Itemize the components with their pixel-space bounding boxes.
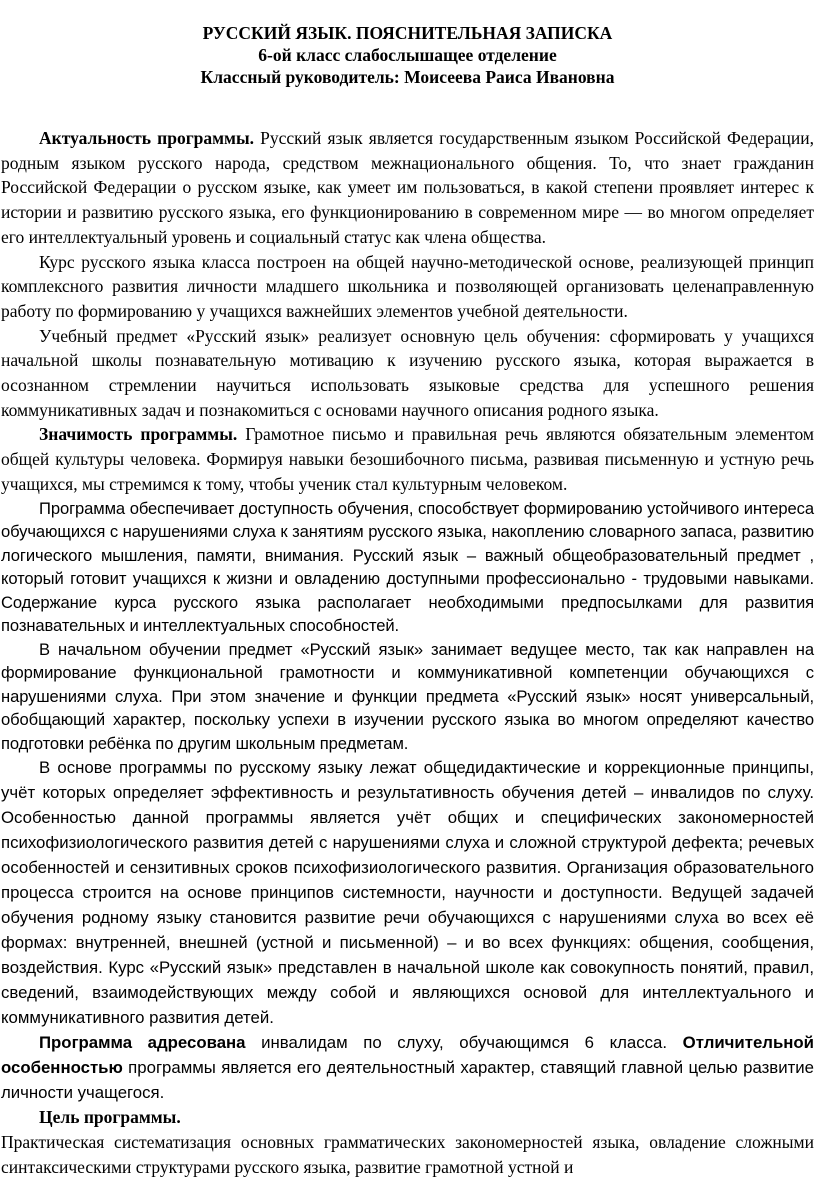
paragraph-significance <box>1 422 814 496</box>
paragraph-principles <box>1 755 814 1030</box>
goal-paragraph <box>1 1130 814 1179</box>
paragraph-primary-education <box>1 638 814 756</box>
paragraph-course <box>1 250 814 324</box>
paragraph-subject <box>1 324 814 423</box>
paragraph-text: Грамотное письмо и правильная речь являются обязательным элементом общей культуры человека. Формируя навыки безошибочного письма, развивая письменную и устную речь учащихся, мы стремимся к тому, чтобы ученик стал культурным человеком. <box>1 424 814 494</box>
paragraph-lead: Актуальность программы. <box>39 128 255 148</box>
paragraph-accessibility <box>1 497 814 638</box>
goal-heading: Цель программы. <box>39 1107 181 1128</box>
paragraph-lead-secondary: Отличительной особенностью <box>1 1033 814 1078</box>
paragraph-text: В начальном обучении предмет «Русский язык» занимает ведущее место, так как направлен на формирование функциональной грамотности и коммуникативной компетенции обучающихся с нарушениями слуха. При этом значение и функции предмета «Русский язык» носят универсальный, обобщающий характер, поскольку успехи в изучении русского языка во многом определяют качество подготовки ребёнка по другим школьным предметам. <box>1 639 814 753</box>
paragraph-text-secondary: программы является его деятельностный характер, ставящий главной целью развитие личности учащегося. <box>1 1058 814 1103</box>
document-header <box>1 22 814 88</box>
paragraph-text: Курс русского языка класса построен на общей научно-методической основе, реализующей принцип комплексного развития личности младшего школьника и позволяющей организовать целенаправленную работу по формированию у учащихся важнейших элементов учебной деятельности. <box>1 251 814 321</box>
paragraph-addressed <box>1 1030 814 1105</box>
paragraph-text: Русский язык является государственным языком Российской Федерации, родным языком русского народа, средством межнационального общения. То, что знает гражданин Российской Федерации о русском языке, как умеет им пользоваться, в какой степени проявляет интерес к истории и развитию русского языка, его функционированию в современном мире — во многом определяет его интеллектуальный уровень и социальный статус как члена общества. <box>1 128 815 247</box>
paragraph-lead: Значимость программы. <box>39 424 238 445</box>
paragraph-text: Программа обеспечивает доступность обучения, способствует формированию устойчивого интереса обучающихся с нарушениями слуха к занятиям русского языка, накоплению словарного запаса, развитию логического мышления, памяти, внимания. Русский язык – важный общеобразовательный предмет , который готовит учащихся к жизни и овладению доступными профессионально - трудовыми навыками. Содержание курса русского языка располагает необходимыми предпосылками для развития познавательных и интеллектуальных способностей. <box>1 498 814 636</box>
paragraph-text: инвалидам по слуху, обучающимся 6 класса. <box>245 1033 683 1053</box>
paragraph-text: Учебный предмет «Русский язык» реализует основную цель обучения: сформировать у учащихся начальной школы познавательную мотивацию к изучению русского языка, которая выражается в осознанном стремлении научиться использовать языковые средства для успешного решения коммуникативных задач и познакомиться с основами научного описания родного языка. <box>1 325 814 420</box>
paragraph-text: В основе программы по русскому языку лежат общедидактические и коррекционные принципы, учёт которых определяет эффективность и результативность обучения детей – инвалидов по слуху. Особенностью данной программы является учёт общих и специфических закономерностей психофизиологического развития детей с нарушениями слуха и сложной структурой дефекта; речевых особенностей и сензитивных сроков психофизиологического развития. Организация образовательного процесса строится на основе принципов системности, научности и доступности. Ведущей задачей обучения родному языку становится развитие речи обучающихся с нарушениями слуха во всех её формах: внутренней, внешней (устной и письменной) – и во всех функциях: общения, сообщения, воздействия. Курс «Русский язык» представлен в начальной школе как совокупность понятий, правил, сведений, взаимодействующих между собой и являющихся основой для интеллектуального и коммуникативного развития детей. <box>1 758 814 1028</box>
document-title: РУССКИЙ ЯЗЫК. ПОЯСНИТЕЛЬНАЯ ЗАПИСКА <box>202 23 613 43</box>
paragraph-text: Практическая систематизация основных грамматических закономерностей языка, овладение сложными синтаксическими структурами русского языка, развитие грамотной устной и <box>1 1132 814 1177</box>
paragraph-lead: Программа адресована <box>39 1033 246 1053</box>
class-teacher: Классный руководитель: Моисеева Раиса Ивановна <box>200 67 615 87</box>
paragraph-relevance <box>1 126 814 250</box>
document-subtitle: 6-ой класс слабослышащее отделение <box>258 45 557 65</box>
